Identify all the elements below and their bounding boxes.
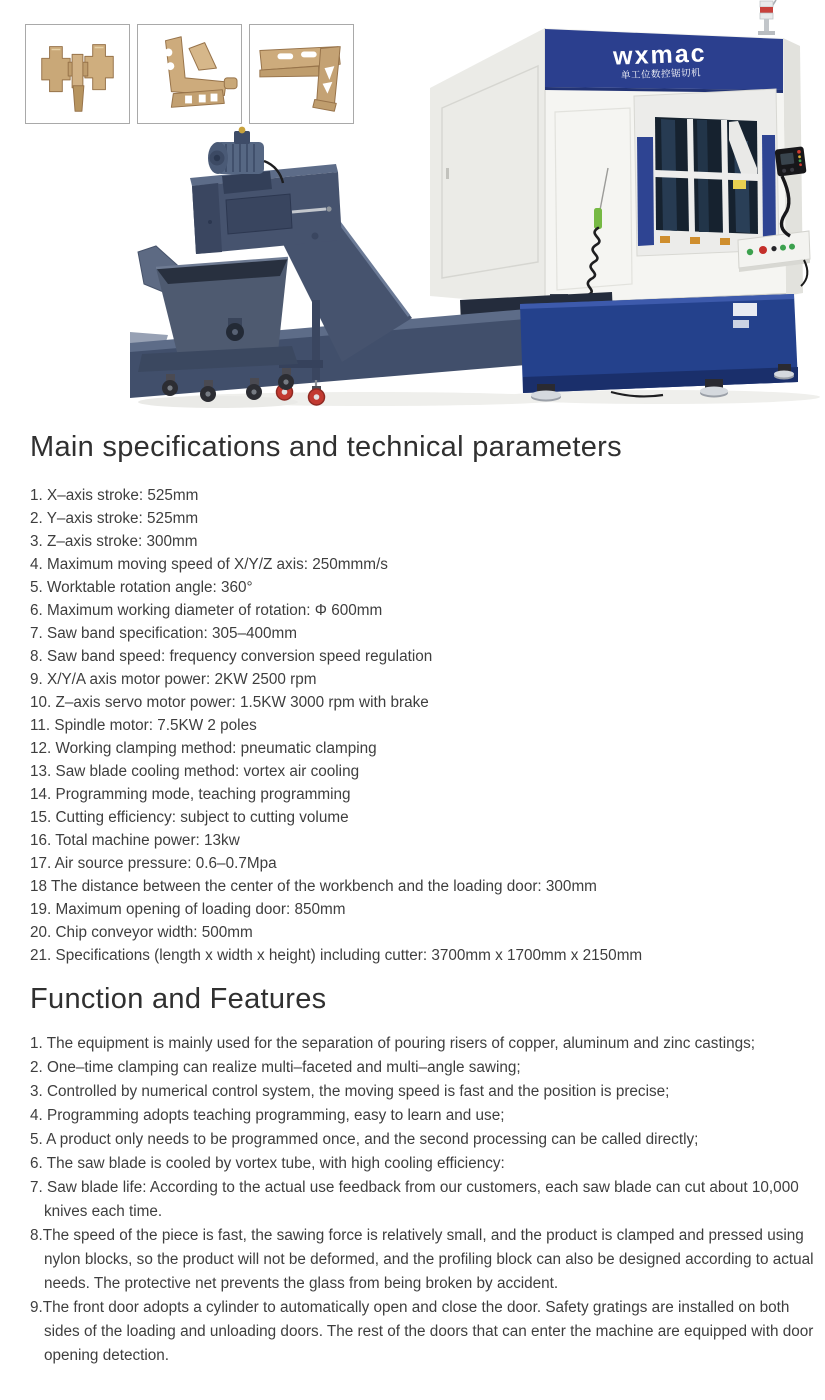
feature-item: 7. Saw blade life: According to the actual use feedback from our customers, each saw blade can cut about 10,000 knives each time. xyxy=(30,1179,799,1220)
spec-item: 5. Worktable rotation angle: 360° xyxy=(30,579,253,596)
spec-item: 19. Maximum opening of loading door: 850mm xyxy=(30,901,346,918)
specs-section xyxy=(30,429,810,967)
feature-item: 2. One–time clamping can realize multi–faceted and multi–angle sawing; xyxy=(30,1059,521,1076)
spec-item: 12. Working clamping method: pneumatic clamping xyxy=(30,740,377,757)
specs-title: Main specifications and technical parameters xyxy=(30,431,622,463)
features-title: Function and Features xyxy=(30,983,327,1015)
feature-item: 4. Programming adopts teaching programming, easy to learn and use; xyxy=(30,1107,505,1124)
spec-item: 16. Total machine power: 13kw xyxy=(30,832,240,849)
machine-svg xyxy=(130,0,825,420)
spec-item: 2. Y–axis stroke: 525mm xyxy=(30,510,199,527)
spec-item: 17. Air source pressure: 0.6–0.7Mpa xyxy=(30,855,277,872)
brand-subtitle: 单工位数控锯切机 xyxy=(620,67,702,82)
brand-banner xyxy=(545,29,783,93)
feature-item: 6. The saw blade is cooled by vortex tube, with high cooling efficiency: xyxy=(30,1155,505,1172)
feature-item: 3. Controlled by numerical control system, the moving speed is fast and the position is precise; xyxy=(30,1083,670,1100)
viewing-window xyxy=(634,89,779,256)
specs-list xyxy=(30,484,810,967)
spec-item: 4. Maximum moving speed of X/Y/Z axis: 250mmm/s xyxy=(30,556,388,573)
spec-item: 8. Saw band speed: frequency conversion speed regulation xyxy=(30,648,433,665)
brand-logo: wxmac xyxy=(612,39,707,71)
feature-item: 1. The equipment is mainly used for the separation of pouring risers of copper, aluminum and zinc castings; xyxy=(30,1035,756,1052)
spec-item: 18 The distance between the center of the workbench and the loading door: 300mm xyxy=(30,878,597,895)
features-list xyxy=(30,1032,825,1368)
machine-base xyxy=(520,294,798,393)
casting-image-1 xyxy=(25,24,130,124)
signal-tower xyxy=(758,0,776,35)
spec-item: 20. Chip conveyor width: 500mm xyxy=(30,924,253,941)
spec-item: 7. Saw band specification: 305–400mm xyxy=(30,625,298,642)
spec-item: 6. Maximum working diameter of rotation: Φ 600mm xyxy=(30,602,383,619)
spec-item: 3. Z–axis stroke: 300mm xyxy=(30,533,198,550)
spec-item: 11. Spindle motor: 7.5KW 2 poles xyxy=(30,717,257,734)
feature-item: 8.The speed of the piece is fast, the sawing force is relatively small, and the product is clamped and pressed using nylon blocks, so the product will not be deformed, and the profiling block can also be designed according to actual needs. The protective net prevents the glass from being broken by accident. xyxy=(30,1227,814,1292)
spec-item: 10. Z–axis servo motor power: 1.5KW 3000 rpm with brake xyxy=(30,694,429,711)
feature-item: 5. A product only needs to be programmed once, and the second processing can be called directly; xyxy=(30,1131,699,1148)
features-section xyxy=(30,981,825,1368)
spec-item: 14. Programming mode, teaching programming xyxy=(30,786,351,803)
spec-item: 13. Saw blade cooling method: vortex air cooling xyxy=(30,763,360,780)
machine-photo xyxy=(130,0,825,420)
spec-item: 15. Cutting efficiency: subject to cutting volume xyxy=(30,809,349,826)
spec-item: 9. X/Y/A axis motor power: 2KW 2500 rpm xyxy=(30,671,317,688)
feature-item: 9.The front door adopts a cylinder to automatically open and close the door. Safety gratings are installed on both sides of the loading and unloading doors. The rest of the doors that can enter the machine are equipped with door opening detection. xyxy=(30,1299,814,1364)
spec-item: 1. X–axis stroke: 525mm xyxy=(30,487,199,504)
casting-svg-1 xyxy=(26,25,129,123)
spec-item: 21. Specifications (length x width x height) including cutter: 3700mm x 1700mm x 2150mm xyxy=(30,947,643,964)
